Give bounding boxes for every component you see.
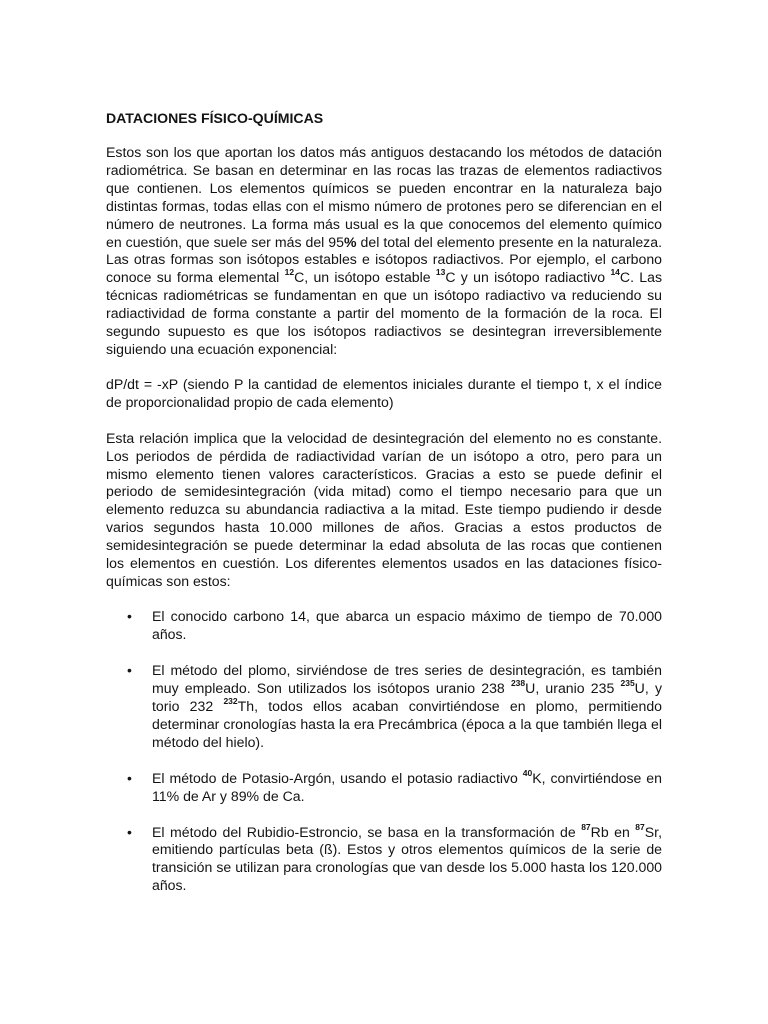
- bullet-icon: •: [127, 823, 132, 840]
- list-item-rubidium-strontium: [106, 821, 662, 896]
- isotope-superscript-12: 12: [284, 267, 295, 278]
- isotope-superscript-14: 14: [610, 267, 620, 278]
- isotope-superscript-40: 40: [522, 767, 533, 778]
- rubidium-text-c: Sr, emitiendo partículas beta (ß). Estos y otros elementos químicos de la serie de transición se utilizan para cronologías que van desde los 5.000 hasta los 120.000 años.: [152, 823, 662, 894]
- lead-text-c: U, y torio 232: [152, 680, 662, 714]
- percent-sign: %: [343, 233, 357, 250]
- paragraph-intro-text-d: C y un isótopo radiactivo: [445, 269, 611, 286]
- list-item-potassium-argon: [106, 767, 662, 806]
- paragraph-intro: [106, 144, 662, 359]
- rubidium-text-a: El método del Rubidio-Estroncio, se basa en la transformación de: [152, 823, 582, 840]
- isotope-superscript-87-rb: 87: [581, 821, 591, 832]
- lead-text-d: Th, todos ellos acaban convirtiéndose en plomo, permitiendo determinar cronologías hasta la era Precámbrica (época a la que también llega el método del hielo).: [152, 697, 662, 750]
- document-title: DATACIONES FÍSICO-QUÍMICAS: [106, 110, 324, 126]
- isotope-superscript-232: 232: [223, 695, 238, 706]
- methods-list: [106, 608, 662, 895]
- list-item-lead-method: [106, 662, 662, 752]
- lead-text-a: El método del plomo, sirviéndose de tres series de desintegración, es también muy empleado. Son utilizados los isótopos uranio 238: [152, 662, 662, 697]
- bullet-icon: •: [127, 608, 132, 625]
- potassium-text-b: K, convirtiéndose en 11% de Ar y 89% de Ca.: [152, 769, 662, 804]
- isotope-superscript-13: 13: [435, 267, 446, 278]
- document-page: [106, 109, 662, 913]
- list-item-text: El conocido carbono 14, que abarca un espacio máximo de tiempo de 70.000 años.: [152, 608, 662, 643]
- paragraph-intro-text-c: C, un isótopo estable: [294, 269, 436, 286]
- rubidium-text-b: Rb en: [590, 823, 636, 840]
- isotope-superscript-238: 238: [510, 678, 526, 689]
- list-item-carbon14: [106, 608, 662, 644]
- bullet-icon: •: [127, 662, 132, 679]
- lead-text-b: U, uranio 235: [525, 680, 621, 697]
- isotope-superscript-235: 235: [620, 678, 635, 689]
- paragraph-intro-text-b: del total del elemento presente en la naturaleza. Las otras formas son isótopos estables e isótopos radiactivos. Por ejemplo, el carbono conoce su forma elemental: [106, 233, 662, 286]
- paragraph-intro-text-a: Estos son los que aportan los datos más antiguos destacando los métodos de datación radiométrica. Se basan en determinar en las rocas las trazas de elementos radiactivos que contienen. Los elementos químicos se pueden encontrar en la naturaleza bajo distintas formas, todas ellas con el mismo número de protones pero se diferencian en el número de neutrones. La forma más usual es la que conocemos del elemento químico en cuestión, que suele ser más del 95: [106, 144, 662, 250]
- paragraph-half-life: Esta relación implica que la velocidad de desintegración del elemento no es constante. Los periodos de pérdida de radiactividad varían de un isótopo a otro, pero para un mismo elemento tienen valores característicos. Gracias a esto se puede definir el periodo de semidesintegración (vida mitad) como el tiempo necesario para que un elemento reduzca su abundancia radiactiva a la mitad. Este tiempo pudiendo ir desde varios segundos hasta 10.000 millones de años. Gracias a estos productos de semidesintegración se puede determinar la edad absoluta de las rocas que contienen los elementos en cuestión. Los diferentes elementos usados en las dataciones físico-químicas son estos:: [106, 429, 662, 589]
- paragraph-equation: dP/dt = -xP (siendo P la cantidad de elementos iniciales durante el tiempo t, x el índice de proporcionalidad propio de cada elemento): [106, 376, 662, 411]
- isotope-superscript-87-sr: 87: [635, 821, 645, 832]
- paragraph-intro-text-e: C. Las técnicas radiométricas se fundamentan en que un isótopo radiactivo va reduciendo su radiactividad de forma constante a partir del momento de la formación de la roca. El segundo supuesto es que los isótopos radiactivos se desintegran irreversiblemente siguiendo una ecuación exponencial:: [106, 269, 663, 357]
- bullet-icon: •: [127, 769, 132, 786]
- potassium-text-a: El método de Potasio-Argón, usando el potasio radiactivo: [152, 769, 523, 786]
